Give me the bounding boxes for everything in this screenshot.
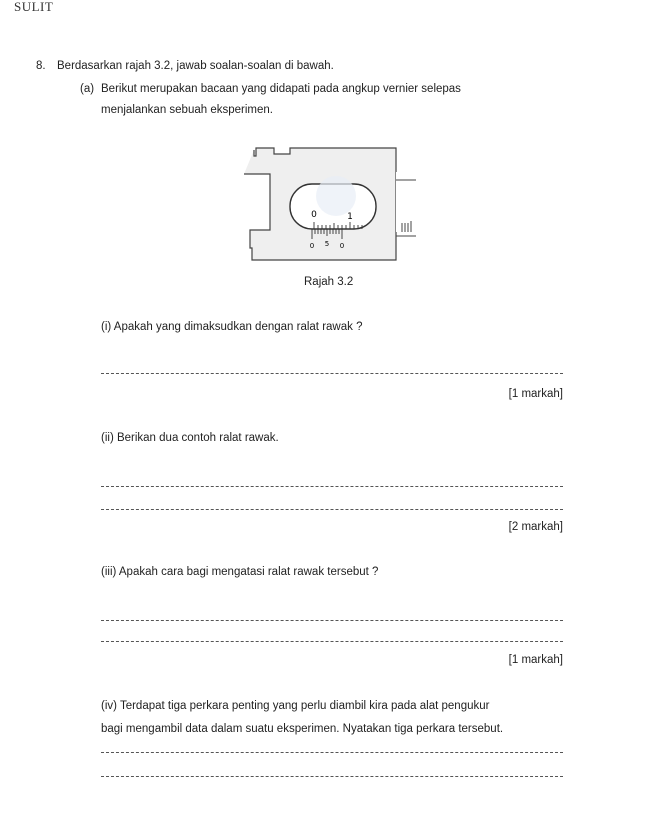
- vernier-scale-label: 0: [309, 242, 315, 250]
- subquestion-iii: (iii) Apakah cara bagi mengatasi ralat rawak tersebut ?: [101, 566, 379, 578]
- question-stem: Berdasarkan rajah 3.2, jawab soalan-soalan di bawah.: [57, 60, 334, 72]
- subquestion-i: (i) Apakah yang dimaksudkan dengan ralat rawak ?: [101, 321, 363, 333]
- vernier-scale-label: 0: [339, 242, 345, 250]
- main-scale-label: 1: [347, 212, 353, 222]
- figure-caption: Rajah 3.2: [304, 276, 354, 288]
- part-a-text-2: menjalankan sebuah eksperimen.: [101, 104, 273, 116]
- marks-label: [1 markah]: [508, 388, 563, 400]
- part-a-text: Berikut merupakan bacaan yang didapati pada angkup vernier selepas: [101, 83, 461, 95]
- part-a-label: (a): [80, 83, 95, 95]
- vernier-caliper-figure: [244, 144, 419, 272]
- answer-line[interactable]: [101, 373, 563, 374]
- answer-line[interactable]: [101, 620, 563, 621]
- marks-label: [1 markah]: [508, 654, 563, 666]
- subquestion-iv: (iv) Terdapat tiga perkara penting yang perlu diambil kira pada alat pengukur: [101, 700, 490, 712]
- subquestion-iv-line2: bagi mengambil data dalam suatu eksperimen. Nyatakan tiga perkara tersebut.: [101, 723, 504, 735]
- answer-line[interactable]: [101, 509, 563, 510]
- answer-line[interactable]: [101, 486, 563, 487]
- answer-line[interactable]: [101, 641, 563, 642]
- answer-line[interactable]: [101, 776, 563, 777]
- question-number: 8.: [36, 60, 46, 72]
- vernier-scale-label: 5: [324, 240, 330, 248]
- answer-line[interactable]: [101, 752, 563, 753]
- main-scale-label: 0: [311, 210, 317, 220]
- header-sulit: SULIT: [14, 0, 54, 14]
- subquestion-ii: (ii) Berikan dua contoh ralat rawak.: [101, 432, 279, 444]
- marks-label: [2 markah]: [508, 521, 563, 533]
